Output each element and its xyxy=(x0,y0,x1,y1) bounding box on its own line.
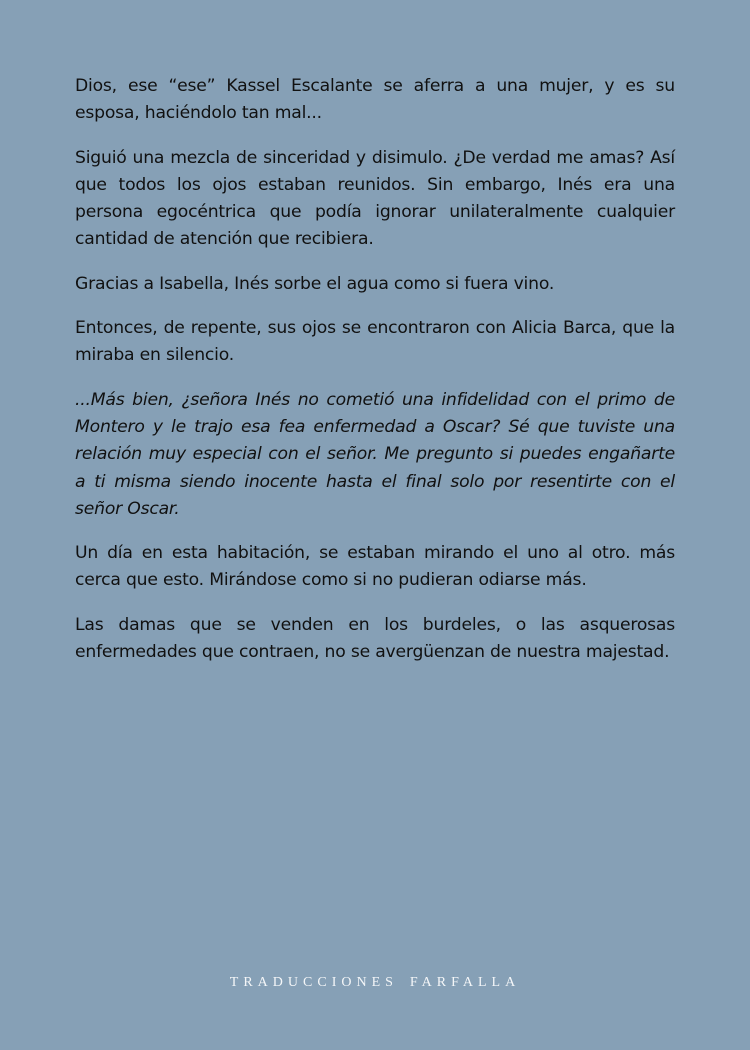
paragraph: Un día en esta habitación, se estaban mirando el uno al otro. más cerca que esto. Mirándose como si no pudieran odiarse más. xyxy=(75,543,675,591)
footer-word: FARFALLA xyxy=(409,975,521,990)
footer-word: TRADUCCIONES xyxy=(229,975,398,990)
italic-paragraph: ...Más bien, ¿señora Inés no cometió una infidelidad con el primo de Montero y le trajo esa fea enfermedad a Oscar? Sé que tuviste una relación muy especial con el señor. Me pregunto si puedes engañarte a ti misma siendo inocente hasta el final solo por resentirte con el señor Oscar. xyxy=(75,389,675,519)
paragraph: Dios, ese “ese” Kassel Escalante se aferra a una mujer, y es su esposa, haciéndolo tan mal... xyxy=(75,76,675,124)
page-body xyxy=(75,73,675,683)
paragraph: Entonces, de repente, sus ojos se encontraron con Alicia Barca, que la miraba en silencio. xyxy=(75,318,675,366)
footer-credit xyxy=(0,975,750,991)
paragraph: Siguió una mezcla de sinceridad y disimulo. ¿De verdad me amas? Así que todos los ojos estaban reunidos. Sin embargo, Inés era una persona egocéntrica que podía ignorar unilateralmente cualquier cantidad de atención que recibiera. xyxy=(75,147,675,250)
paragraph: Gracias a Isabella, Inés sorbe el agua como si fuera vino. xyxy=(75,273,555,294)
paragraph: Las damas que se venden en los burdeles, o las asquerosas enfermedades que contraen, no se avergüenzan de nuestra majestad. xyxy=(75,614,675,663)
